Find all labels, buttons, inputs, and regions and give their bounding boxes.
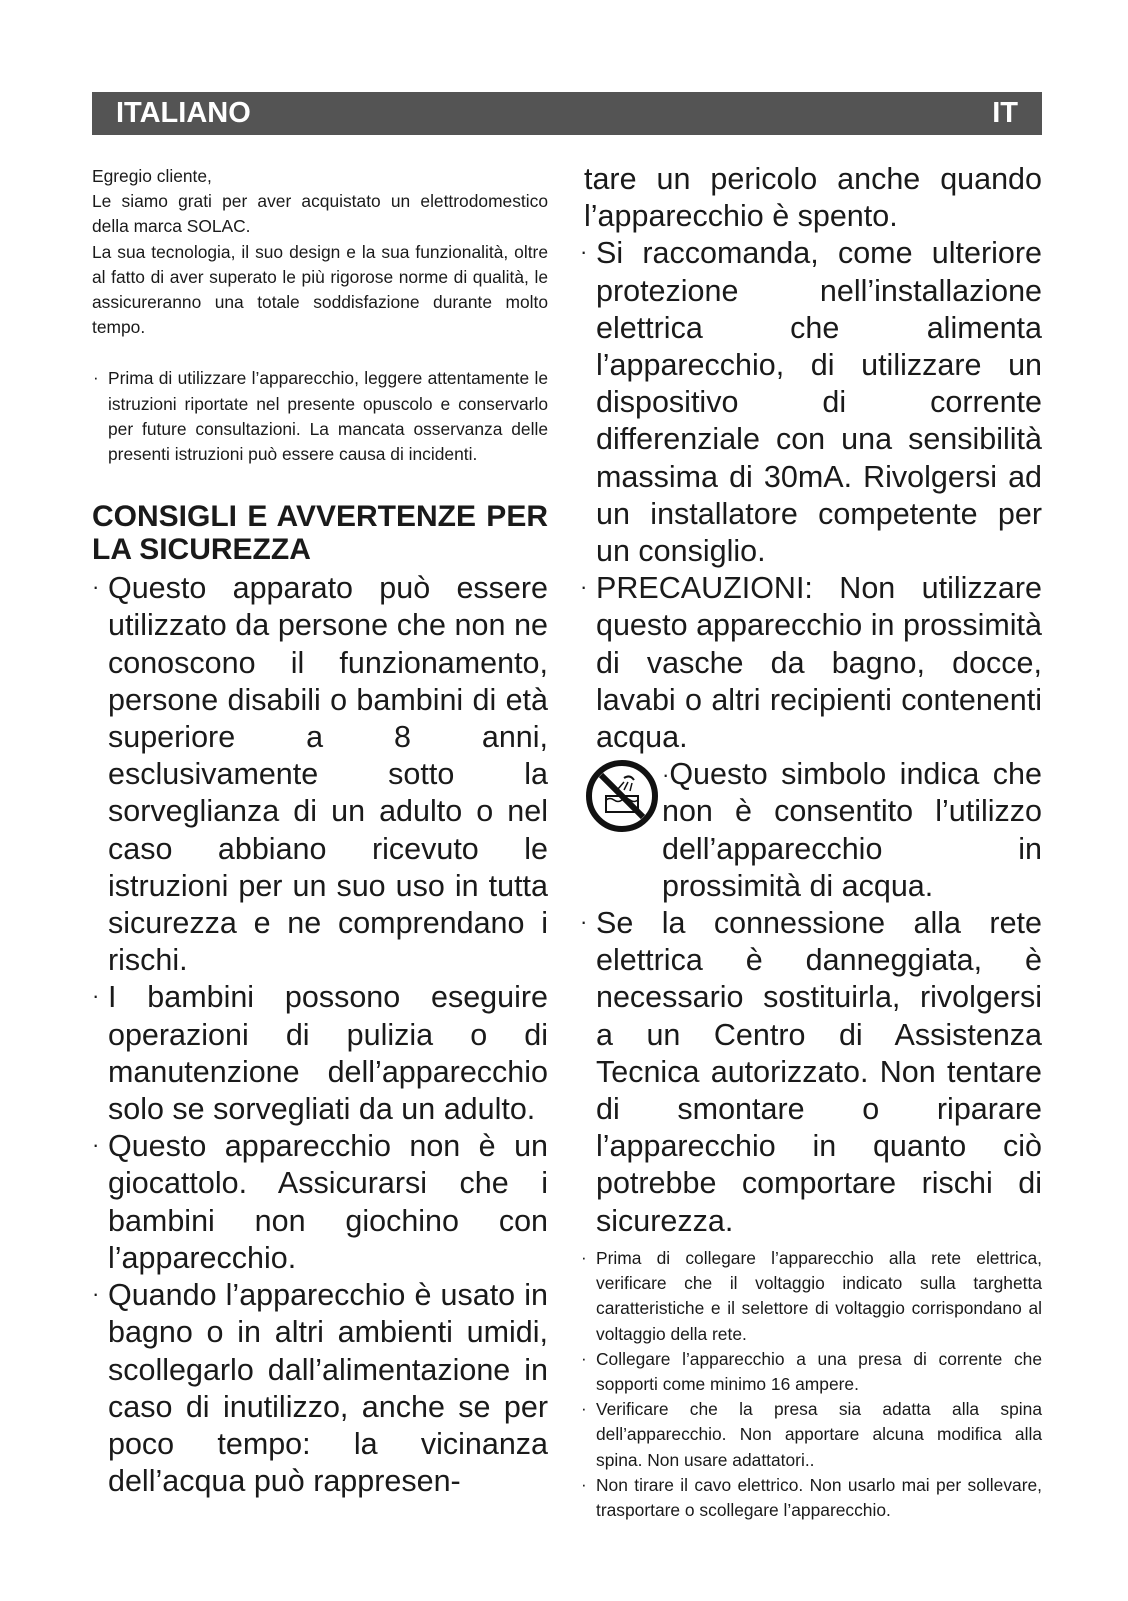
language-title: ITALIANO [116,97,251,129]
symbol-text-wrap [662,756,1042,905]
language-header [92,92,1042,135]
small-safety-item: · Collegare l’apparecchio a una presa di corrente che sopporti come minimo 16 ampere. [580,1347,1042,1397]
continued-text: tare un pericolo anche quando l’apparecchio è spento. [584,162,1042,234]
small-safety-item: · Non tirare il cavo elettrico. Non usarlo mai per sollevare, trasportare o scollegare l’apparecchio. [580,1473,1042,1523]
small-safety-item: · Prima di collegare l’apparecchio alla rete elettrica, verificare che il voltaggio indicato sulla targhetta caratteristiche e il selettore di voltaggio corrispondano al voltaggio della rete. [580,1246,1042,1347]
right-safety-list-2 [580,905,1042,1240]
symbol-text: Questo simbolo indica che non è consentito l’utilizzo dell’apparecchio in prossimità di acqua. [662,757,1042,903]
language-code: IT [992,97,1018,129]
right-small-list [580,1246,1042,1523]
right-column [580,161,1042,1523]
left-safety-list [92,570,548,1500]
safety-item: · PRECAUZIONI: Non utilizzare questo apparecchio in prossimità di vasche da bagno, docce, lavabi o altri recipienti contenenti acqua. [580,570,1042,756]
symbol-bullet: · [662,762,670,788]
symbol-note [580,756,1042,905]
safety-item: · Si raccomanda, come ulteriore protezione nell’installazione elettrica che alimenta l’apparecchio, di utilizzare un dispositivo di corrente differenziale con una sensibilità massima di 30mA. Rivolgersi ad un installatore competente per un consiglio. [580,235,1042,570]
safety-item: · Questo apparato può essere utilizzato da persone che non ne conoscono il funzionamento, persone disabili o bambini di età superiore a 8 anni, esclusivamente sotto la sorveglianza di un adulto o nel caso abbiano ricevuto le istruzioni per un suo uso in tutta sicurezza e ne comprendano i rischi. [92,570,548,979]
intro-para-2: La sua tecnologia, il suo design e la sua funzionalità, oltre al fatto di aver superato le più rigorose norme di qualità, le assicureranno una totale soddisfazione durante molto tempo. [92,241,548,338]
left-column [92,164,548,1500]
safety-item: · Se la connessione alla rete elettrica è danneggiata, è necessario sostituirla, rivolgersi a un Centro di Assistenza Tecnica autorizzato. Non tentare di smontare o riparare l’apparecchio in quanto ciò potrebbe comportare rischi di sicurezza. [580,905,1042,1240]
intro [92,164,548,340]
greeting: Egregio cliente, [92,166,212,186]
intro-para-1: Le siamo grati per aver acquistato un elettrodomestico della marca SOLAC. [92,191,548,237]
small-safety-item: · Verificare che la presa sia adatta alla spina dell’apparecchio. Non apportare alcuna modifica alla spina. Non usare adattatori.. [580,1397,1042,1473]
right-safety-list [580,235,1042,756]
section-title: CONSIGLI E AVVERTENZE PER LA SICUREZZA [92,500,548,567]
safety-item: · I bambini possono eseguire operazioni di pulizia o di manutenzione dell’apparecchio solo se sorvegliati da un adulto. [92,979,548,1128]
safety-item: · Questo apparecchio non è un giocattolo. Assicurarsi che i bambini non giochino con l’apparecchio. [92,1128,548,1277]
safety-item: · Quando l’apparecchio è usato in bagno o in altri ambienti umidi, scollegarlo dall’alimentazione in caso di inutilizzo, anche se per poco tempo: la vicinanza dell’acqua può rappresen- [92,1277,548,1500]
intro-note: · Prima di utilizzare l’apparecchio, leggere attentamente le istruzioni riportate nel presente opuscolo e conservarlo per future consultazioni. La mancata osservanza delle presenti istruzioni può essere causa di incidenti. [92,366,548,467]
intro-note-list [92,366,548,467]
no-water-icon [584,756,662,858]
